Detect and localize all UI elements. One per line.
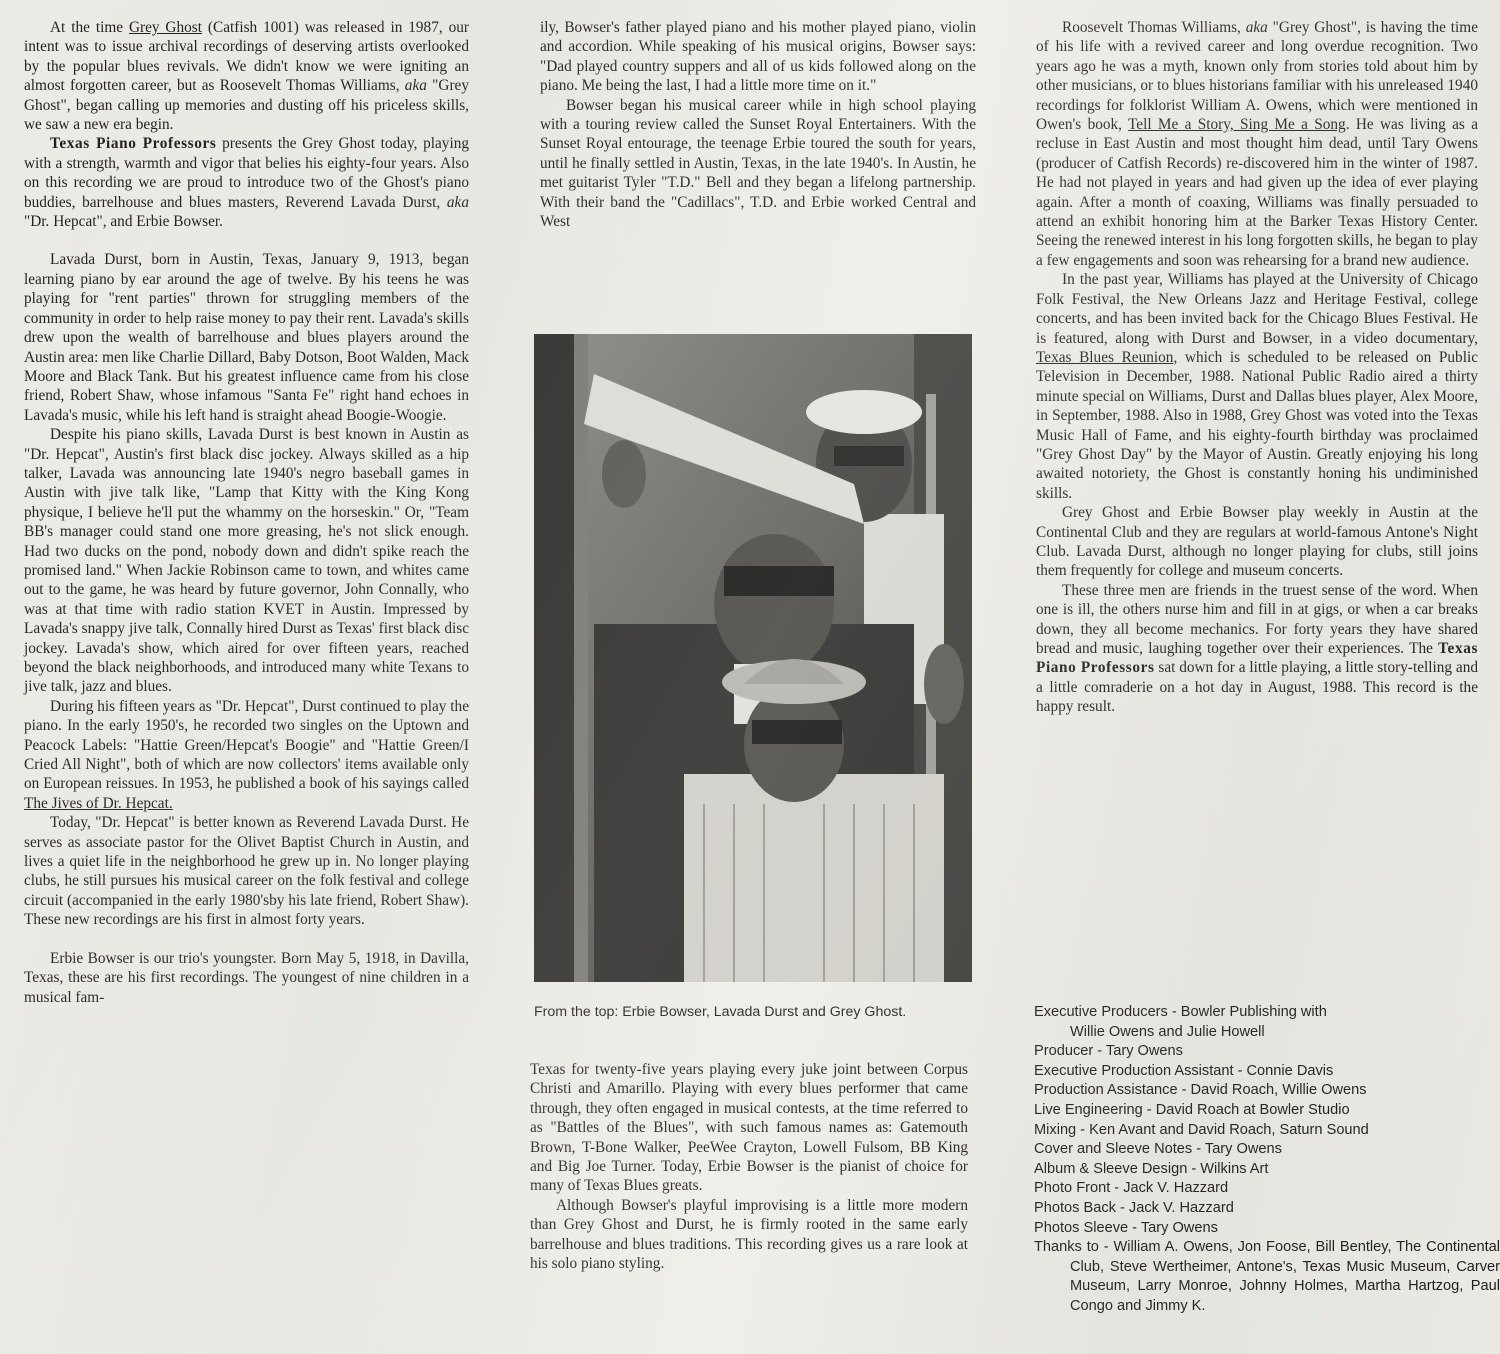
- paragraph-bowser-intro: Erbie Bowser is our trio's youngster. Born May 5, 1918, in Davilla, Texas, these are his first recordings. The youngest of nine children in a musical fam-: [24, 949, 469, 1006]
- paragraph-weekly-shows: Grey Ghost and Erbie Bowser play weekly in Austin at the Continental Club and they are regulars at world-famous Antone's Night Club. Lavada Durst, although no longer playing for clubs, still joins them frequently for college and museum concerts.: [1036, 504, 1478, 580]
- column-left: [24, 18, 469, 1007]
- credit-production-assistance: Production Assistance - David Roach, Willie Owens: [1034, 1082, 1367, 1099]
- paragraph-reverend: Today, "Dr. Hepcat" is better known as Reverend Lavada Durst. He serves as associate pastor for the Olivet Baptist Church in Austin, and lives a quiet life in the neighborhood he grew up in. No longer playing clubs, he still pursues his musical career on the folk festival and college circuit (accompanied in the early 1980'sby his late friend, Robert Shaw). These new recordings are his first in almost forty years.: [24, 814, 469, 929]
- album-title-grey-ghost: Grey Ghost: [128, 19, 202, 36]
- credit-exec-producers: Executive Producers - Bowler Publishing with: [1034, 1004, 1327, 1020]
- column-middle-bottom: [530, 1060, 968, 1273]
- film-title-texas-blues-reunion: Texas Blues Reunion: [1036, 348, 1174, 366]
- paragraph-bowser-career: Bowser began his musical career while in high school playing with a touring review called the Sunset Royal Entertainers. With the Sunset Royal entourage, the teenage Erbie toured the south for years, until he finally settled in Austin, Texas, in the late 1940's. In Austin, he met guitarist Tyler "T.D." Bell and they began a lifelong partnership. With their band the "Cadillacs", T.D. and Erbie worked Central and West: [540, 96, 976, 231]
- credit-mixing: Mixing - Ken Avant and David Roach, Saturn Sound: [1034, 1121, 1369, 1138]
- credit-thanks: Thanks to - William A. Owens, Jon Foose, Bill Bentley, The Continental Club, Steve Wertheimer, Antone's, Texas Music Museum, Carver Museum, Larry Monroe, Johnny Holmes, Martha Hartzog, Paul Congo and Jimmy K.: [1034, 1239, 1500, 1314]
- paragraph-past-year: In the past year, Williams has played at the University of Chicago Folk Festival, the New Orleans Jazz and Heritage Festival, college concerts, and has been invited back for the Chicago Blues Festival. He is featured, along with Durst and Bowser, in a video documentary, Texas Blues Reunion, which is scheduled to be released on Public Television in December, 1988. National Public Radio aired a thirty minute special on Williams, Durst and Dallas blues player, Alex Moore, in September, 1988. Also in 1988, Grey Ghost was voted into the Texas Music Hall of Fame, and his eighty-fourth birthday was proclaimed "Grey Ghost Day" by the Mayor of Austin. Greatly enjoying his long awaited notoriety, the Ghost is constantly honing his undiminished skills.: [1036, 271, 1478, 502]
- paragraph-bowser-family: ily, Bowser's father played piano and his mother played piano, violin and accordion. While speaking of his musical origins, Bowser says: "Dad played country suppers and all of us kids followed along on the piano. Me being the last, I had a little more time on it.": [540, 19, 976, 95]
- credit-producer: Producer - Tary Owens: [1034, 1043, 1183, 1060]
- credit-photos-sleeve: Photos Sleeve - Tary Owens: [1034, 1219, 1218, 1236]
- photo-caption: From the top: Erbie Bowser, Lavada Durst and Grey Ghost.: [534, 1004, 907, 1020]
- book-title-jives: The Jives of Dr. Hepcat.: [24, 794, 173, 812]
- paragraph-bowser-style: Although Bowser's playful improvising is a little more modern than Grey Ghost and Durst, he is firmly rooted in the same early barrelhouse and blues traditions. This recording gives us a rare look at his solo piano styling.: [530, 1196, 968, 1273]
- paragraph-durst-recordings: During his fifteen years as "Dr. Hepcat", Durst continued to play the piano. In the early 1950's, he recorded two singles on the Uptown and Peacock Labels: "Hattie Green/Hepcat's Boogie" and "Hattie Green/I Cried All Night", both of which are now collectors' items available only on European reissues. In 1953, he published a book of his sayings called The Jives of Dr. Hepcat.: [24, 697, 469, 812]
- paragraph-grey-ghost-bio: Roosevelt Thomas Williams, aka "Grey Ghost", is having the time of his life with a revived career and long overdue recognition. Two years ago he was a myth, known only from stories told about him by other musicians, or to blues historians familiar with his unreleased 1940 recordings for folklorist William A. Owens, which were mentioned in Owen's book, Tell Me a Story, Sing Me a Song. He was living as a recluse in East Austin and most thought him dead, until Tary Owens (producer of Catfish Records) re-discovered him in the winter of 1987. He had not played in years and had given up the idea of ever playing again. After a month of coaxing, Williams was finally persuaded to attend an exhibit honoring him at the Barker Texas History Center. Seeing the renewed interest in his long forgotten skills, he began to play a few engagements and soon was rehearsing for a brand new audience.: [1036, 19, 1478, 269]
- column-right: [1036, 18, 1478, 717]
- paragraph-durst-bio: Lavada Durst, born in Austin, Texas, January 9, 1913, began learning piano by ear around the age of twelve. By his teens he was playing for "rent parties" thrown for struggling members of the community in order to help raise money to pay their rent. Lavada's skills drew upon the wealth of barrelhouse and blues players around the Austin area: men like Charlie Dillard, Baby Dotson, Boot Walden, Mack Moore and Black Tank. But his greatest influence came from his close friend, Robert Shaw, whose infamous "Santa Fe" right hand echoes in Lavada's music, while his left hand is straight ahead Boogie-Woogie.: [24, 251, 469, 424]
- paragraph-juke-joints: Texas for twenty-five years playing every juke joint between Corpus Christi and Amarillo. Playing with every blues performer that came through, they often engaged in musical contests, at the time referred to as "Battles of the Blues", with such famous names as: Gatemouth Brown, T-Bone Walker, PeeWee Crayton, Lowell Fulsom, BB King and Big Joe Turner. Today, Erbie Bowser is the pianist of choice for many of Texas Blues greats.: [530, 1061, 968, 1195]
- paragraph-intro: At the time Grey Ghost (Catfish 1001) was released in 1987, our intent was to issue archival recordings of deserving artists overlooked by the popular blues revivals. We didn't know we were igniting an almost forgotten career, but as Roosevelt Thomas Williams, aka "Grey Ghost", began calling up memories and dusting off his priceless skills, we saw a new era begin.: [24, 19, 469, 134]
- credit-photos-back: Photos Back - Jack V. Hazzard: [1034, 1199, 1234, 1216]
- credit-photo-front: Photo Front - Jack V. Hazzard: [1034, 1180, 1229, 1197]
- column-middle-top: [540, 18, 976, 231]
- book-title-tell-me-a-story: Tell Me a Story, Sing Me a Song: [1128, 116, 1346, 134]
- paragraph-dr-hepcat: Despite his piano skills, Lavada Durst is best known in Austin as "Dr. Hepcat", Austin's first black disc jockey. Always skilled as a hip talker, Lavada was announcing late 1940's negro baseball games in Austin with jive talk like, "Lamp that Kitty with the King Kong physique, I believe he'll put the whammy on the horseskin." Or, "Team BB's manager could stand one more greasing, he's not slick enough. Had two ducks on the pond, nobody down and didn't spike reach the promised land." When Jackie Robinson came to town, and whites came out to the game, he was heard by future governor, John Connally, who was at that time with radio station KVET in Austin. Impressed by Lavada's snappy jive talk, Connally hired Durst as Texas' first black disc jockey. Lavada's show, which aired for over fifteen years, reached beyond the black neighborhoods, and introduced many white Texans to jive talk, jazz and blues.: [24, 426, 469, 696]
- paragraph-friends: These three men are friends in the truest sense of the word. When one is ill, the others nurse him and fill in at gigs, or when a car breaks down, they all become mechanics. For forty years they have shared bread and music, laughing together over their experiences. The Texas Piano Professors sat down for a little playing, a little story-telling and a little comraderie on a hot day in August, 1988. This record is the happy result.: [1036, 581, 1478, 716]
- album-title-texas-piano-professors: Texas Piano Professors: [50, 135, 217, 153]
- credit-exec-producers-cont: Willie Owens and Julie Howell: [1070, 1023, 1265, 1040]
- credit-exec-assistant: Executive Production Assistant - Connie Davis: [1034, 1062, 1334, 1079]
- credits-block: [1034, 1003, 1500, 1317]
- trio-photo: [534, 334, 972, 982]
- credit-live-engineering: Live Engineering - David Roach at Bowler Studio: [1034, 1101, 1350, 1118]
- paragraph-presents: Texas Piano Professors presents the Grey Ghost today, playing with a strength, warmth and vigor that belies his eighty-four years. Also on this recording we are proud to introduce two of the Ghost's piano buddies, barrelhouse and blues masters, Reverend Lavada Durst, aka "Dr. Hepcat", and Erbie Bowser.: [24, 135, 469, 231]
- credit-cover-notes: Cover and Sleeve Notes - Tary Owens: [1034, 1141, 1282, 1158]
- credit-design: Album & Sleeve Design - Wilkins Art: [1034, 1160, 1269, 1177]
